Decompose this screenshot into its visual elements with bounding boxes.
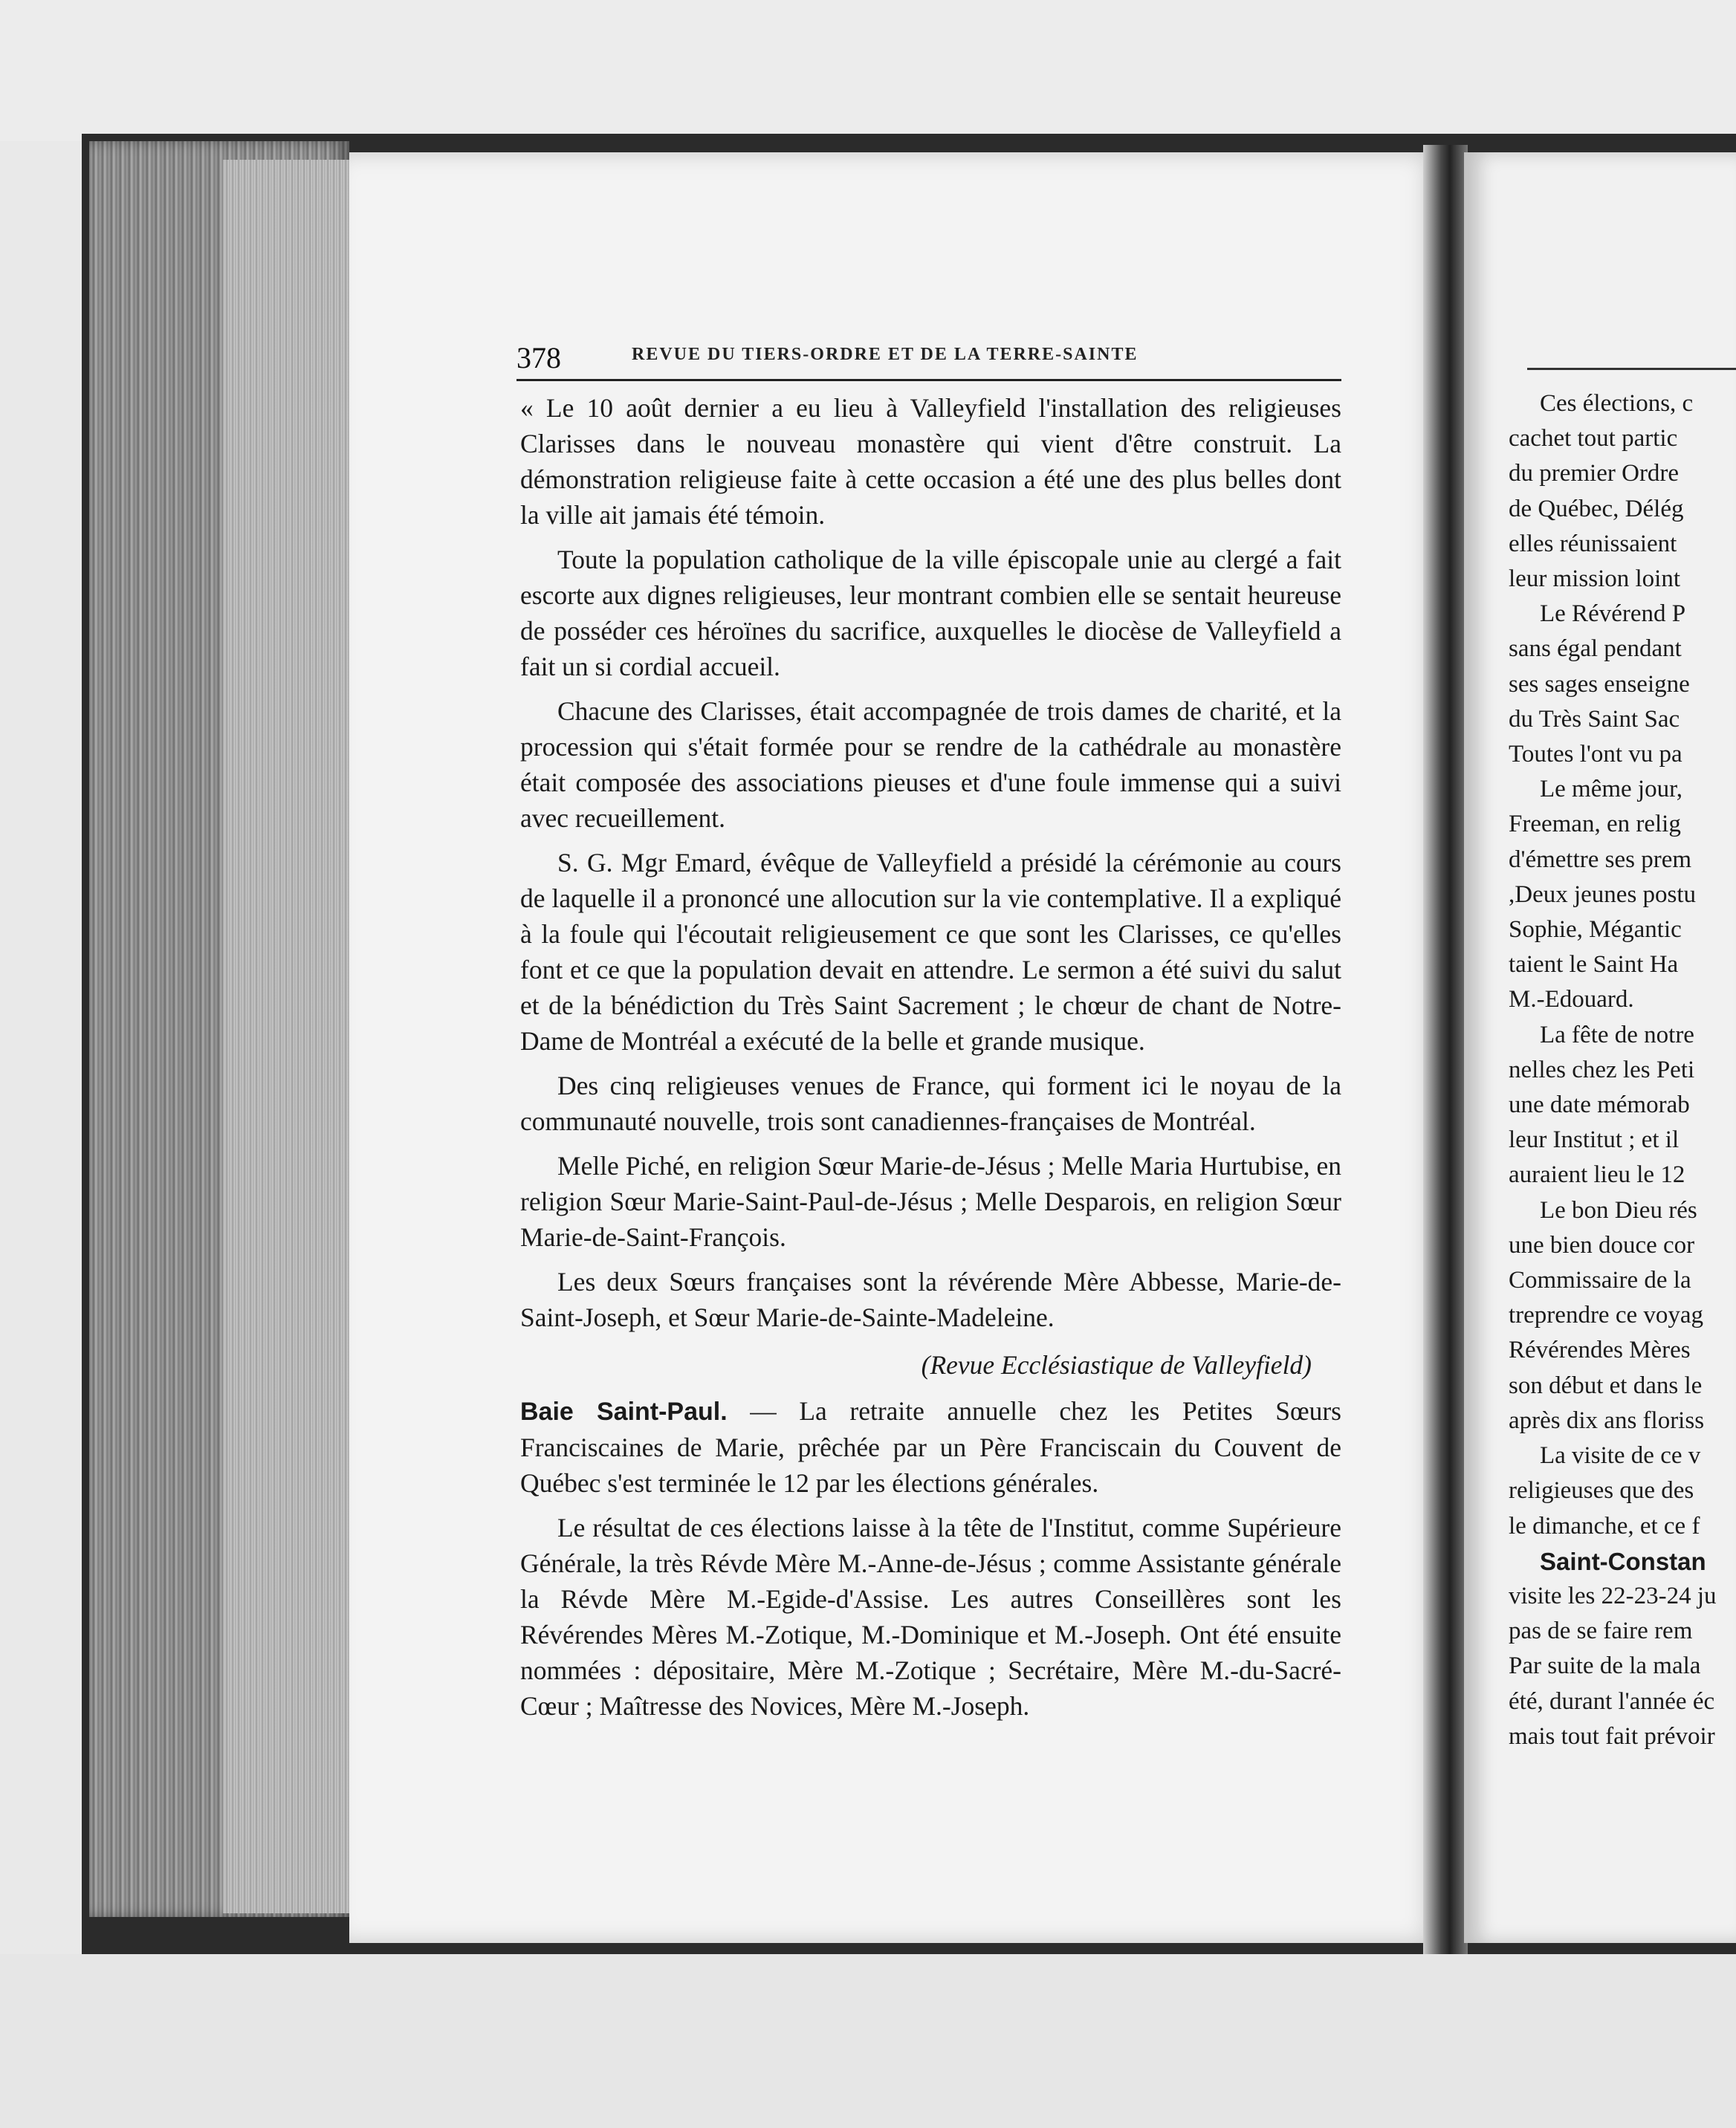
right-page-line: visite les 22-23-24 ju (1509, 1582, 1717, 1609)
right-page-line: leur Institut ; et il (1509, 1126, 1680, 1154)
right-page-line: du premier Ordre (1509, 460, 1680, 487)
book-gutter (1423, 145, 1468, 1958)
right-page-line: Commissaire de la (1509, 1267, 1691, 1294)
right-page-line: Révérendes Mères (1509, 1337, 1691, 1364)
right-page-line: de Québec, Délég (1509, 495, 1684, 522)
right-page-line: son début et dans le (1509, 1372, 1703, 1399)
page-stack-edges-inner (223, 160, 357, 1913)
paragraph: Chacune des Clarisses, était accompagnée de trois dames de charité, et la procession qui s'était formée pour se rendre de la cathédrale au monastère était composée des associations pieuses et d'une foule immense qui a suivi avec recueillement. (520, 696, 1341, 833)
paragraph: Les deux Sœurs françaises sont la révérende Mère Abbesse, Marie-de-Saint-Joseph, et Sœur Marie-de-Sainte-Madeleine. (520, 1267, 1341, 1332)
right-page-line: mais tout fait prévoir (1509, 1722, 1715, 1750)
right-page-line: du Très Saint Sac (1509, 705, 1680, 733)
right-page-line: taient le Saint Ha (1509, 951, 1679, 979)
right-page-line: d'émettre ses prem (1509, 846, 1692, 873)
right-page-section-place: Saint-Constan (1540, 1547, 1706, 1575)
right-page-line: Toutes l'ont vu pa (1509, 741, 1682, 768)
page-number: 378 (516, 341, 561, 374)
section-place-name: Baie Saint-Paul. (520, 1398, 728, 1426)
right-page-line: après dix ans floriss (1509, 1407, 1705, 1434)
paragraph: Melle Piché, en religion Sœur Marie-de-Jésus ; Melle Maria Hurtubise, en religion Sœur Marie-Saint-Paul-de-Jésus ; Melle Desparois, en religion Sœur Marie-de-Saint-François. (520, 1151, 1341, 1252)
right-page-line: Freeman, en relig (1509, 811, 1681, 838)
right-page-line: été, durant l'année éc (1509, 1687, 1715, 1715)
right-page-line: Sophie, Mégantic (1509, 916, 1682, 944)
right-page-line: cachet tout partic (1509, 425, 1678, 452)
right-page-line: nelles chez les Peti (1509, 1056, 1695, 1083)
right-page-line: auraient lieu le 12 (1509, 1161, 1685, 1189)
paragraph: « Le 10 août dernier a eu lieu à Valleyfield l'installation des religieuses Clarisses dans le nouveau monastère qui vient d'être construit. La démonstration religieuse faite à cette occasion a été une des plus belles dont la ville ait jamais été témoin. (520, 393, 1341, 530)
right-page-line: La fête de notre (1540, 1021, 1694, 1048)
right-page-line: ses sages enseigne (1509, 670, 1690, 698)
right-page-line: sans égal pendant (1509, 635, 1682, 663)
right-page-line: religieuses que des (1509, 1477, 1694, 1505)
right-page-header-rule (1527, 368, 1736, 370)
right-page-line: leur mission loint (1509, 565, 1680, 593)
background-top (0, 0, 1736, 141)
source-attribution: (Revue Ecclésiastique de Valleyfield) (921, 1350, 1312, 1380)
right-page-line: une bien douce cor (1509, 1231, 1695, 1259)
paragraph: S. G. Mgr Emard, évêque de Valleyfield a présidé la cérémonie au cours de laquelle il a prononcé une allocution sur la vie contemplative. Il a expliqué à la foule qui l'écoutait religieusement ce que sont les Clarisses, ce qu'elles font et ce que la population devait en attendre. Le sermon a été suivi du salut et de la bénédiction du Très Saint Sacrement ; le chœur de chant de Notre-Dame de Montréal a exécuté de la belle et grande musique. (520, 848, 1341, 1056)
background-bottom (0, 1954, 1736, 2128)
right-page-line: La visite de ce v (1540, 1442, 1701, 1470)
right-page-line: pas de se faire rem (1509, 1618, 1693, 1645)
section-paragraph-text: — La retraite annuelle chez les Petites Sœurs Franciscaines de Marie, prêchée par un Père Franciscain du Couvent de Québec s'est terminée le 12 par les élections générales. (520, 1396, 1341, 1498)
paragraph: Toute la population catholique de la ville épiscopale unie au clergé a fait escorte aux dignes religieuses, leur montrant combien elle se sentait heureuse de posséder ces héroïnes du sacrifice, auxquelles le diocèse de Valleyfield a fait un si cordial accueil. (520, 545, 1341, 681)
section-paragraph (520, 1393, 1341, 1501)
right-page-line: Le même jour, (1540, 776, 1683, 803)
right-page-line: Le Révérend P (1540, 600, 1686, 628)
page-header (516, 334, 1341, 381)
right-page-line: treprendre ce voyag (1509, 1302, 1704, 1329)
paragraph: Des cinq religieuses venues de France, qui forment ici le noyau de la communauté nouvelle, trois sont canadiennes-françaises de Montréal. (520, 1071, 1341, 1136)
right-page-line: Le bon Dieu rés (1540, 1196, 1697, 1224)
right-page-line: Ces élections, c (1540, 390, 1694, 417)
right-page-line: ,Deux jeunes postu (1509, 880, 1697, 908)
right-page-body (1509, 386, 1736, 1754)
right-page-line: le dimanche, et ce f (1509, 1512, 1700, 1540)
right-page-line: elles réunissaient (1509, 530, 1677, 557)
right-page-line: M.-Edouard. (1509, 986, 1634, 1013)
right-page-line: Par suite de la mala (1509, 1652, 1701, 1680)
paragraph: Le résultat de ces élections laisse à la tête de l'Institut, comme Supérieure Générale, la très Révde Mère M.-Anne-de-Jésus ; comme Assistante générale la Révde Mère M.-Egide-d'Assise. Les autres Conseillères sont les Révérendes Mères M.-Zotique, M.-Dominique et M.-Joseph. Ont été ensuite nommées : dépositaire, Mère M.-Zotique ; Secrétaire, Mère M.-du-Sacré-Cœur ; Maîtresse des Novices, Mère M.-Joseph. (520, 1513, 1341, 1721)
running-head: REVUE DU TIERS-ORDRE ET DE LA TERRE-SAINTE (632, 345, 1139, 364)
left-page-body (520, 390, 1341, 1733)
right-page-line: une date mémorab (1509, 1091, 1690, 1119)
